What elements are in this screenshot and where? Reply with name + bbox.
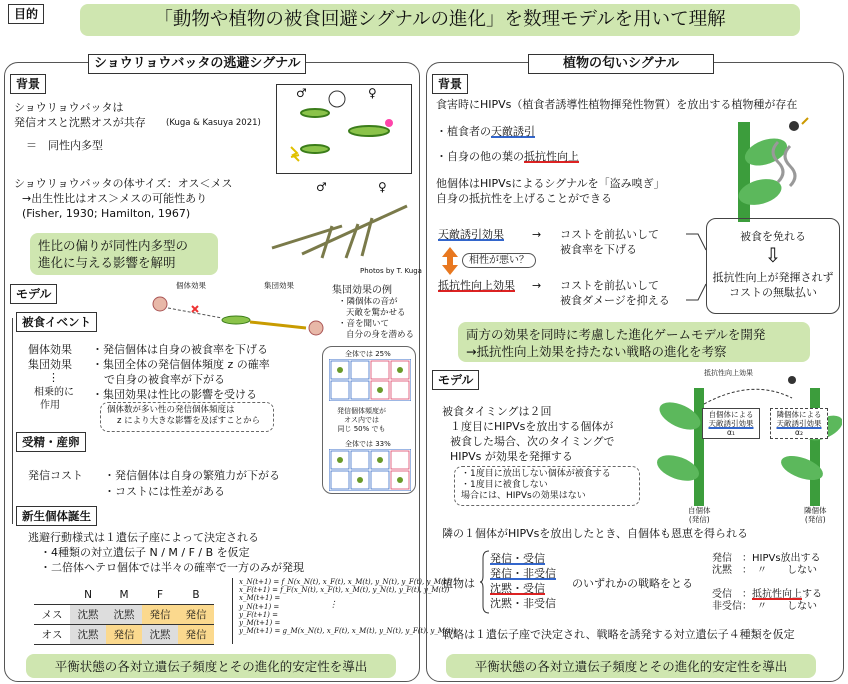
two-plants-icon — [652, 368, 842, 524]
equation-5: y_F(t+1) = — [239, 610, 278, 619]
self-effect-b: 天敵誘引効果 — [708, 419, 754, 428]
group-example-4: 自分の身を潜める — [346, 330, 415, 340]
def-receive-pre: 受信 ： — [712, 589, 752, 600]
equations-block — [232, 578, 457, 644]
effect1-label: 天敵誘引効果 — [438, 228, 504, 241]
pred-bullet2: ・集団全体の発信個体頻度 z の確率 — [92, 358, 270, 371]
model-line3: 被食した場合、次のタイミングで — [450, 435, 615, 448]
fig-plant1-a: 自個体 — [688, 506, 711, 515]
table-cell: 沈黙 — [106, 604, 142, 624]
equation-6: y_M(t+1) = — [239, 619, 281, 628]
table-header: N — [84, 588, 92, 601]
pred-indiv-label: 個体効果 — [28, 343, 72, 356]
mating-bullet1: ・発信個体は自身の繁殖力が下がる — [104, 469, 280, 482]
group-example-1: ・隣個体の音が — [338, 297, 398, 307]
def-receive-post: する — [802, 589, 822, 600]
predation-event-tag: 被食イベント — [16, 312, 97, 332]
strategy-item: 沈黙・受信 — [490, 582, 545, 595]
predator-icon — [146, 290, 326, 336]
fig-plant2-b: (発信) — [804, 515, 826, 524]
pred-note-1: 個体数が多い性の発信個体頻度は — [107, 405, 235, 415]
neighbor-effect-c: α₂ — [795, 428, 803, 437]
model-note-1: ・1度目に放出しない個体が被食する — [461, 469, 611, 479]
left-panel-title: ショウリョウバッタの逃避シグナル — [88, 54, 306, 74]
fig-group-label: 集団効果 — [264, 281, 294, 290]
table-header: F — [156, 588, 164, 601]
pred-note-2: z により大きな影響を及ぼすことから — [117, 416, 261, 426]
fig-top-label: 抵抗性向上効果 — [704, 369, 753, 377]
group-example — [332, 284, 414, 341]
model-note-3: 場合には、HIPVsの効果はない — [461, 491, 586, 501]
left-background-tag: 背景 — [10, 74, 46, 94]
strategy-item: 発信・受信 — [490, 552, 545, 565]
strategy-list — [490, 551, 556, 611]
left-conclusion: 平衡状態の各対立遺伝子頻度とその進化的安定性を導出 — [26, 654, 396, 678]
birth-line3: ・二倍体ヘテロ個体では半々の確率で一方のみが発現 — [40, 561, 304, 574]
photo-female-symbol: ♀ — [378, 180, 387, 194]
male-symbol: ♂ — [296, 86, 307, 100]
result-box — [706, 218, 840, 314]
table-cell: 発信 — [178, 624, 214, 644]
effect2-label: 抵抗性向上効果 — [438, 279, 515, 292]
model-line1: 被食タイミングは２回 — [442, 405, 552, 418]
effect2-desc1: コストを前払いして — [560, 279, 659, 292]
right-bg-bullet1-pre: ・植食者の — [436, 125, 491, 138]
table-row-label: オス — [41, 628, 63, 641]
pred-bullet2b: で自身の被食率が下がる — [104, 373, 225, 386]
pred-bullet1: ・発信個体は自身の被食率を下げる — [92, 343, 268, 356]
strategy-brace-icon — [480, 550, 490, 614]
grasshopper-photo — [262, 176, 412, 266]
effect1-desc2: 被食率を下げる — [560, 243, 637, 256]
fig-plant1 — [688, 506, 711, 524]
model-line6: 戦略は１遺伝子座で決定され、戦略を誘発する対立遺伝子４種類を仮定 — [442, 628, 795, 641]
equation-2: x_F(t+1) = f_F(x_N(t), x_F(t), x_M(t), y_N(t), y_F(t), y_M(t)) — [239, 586, 450, 595]
grid-mid-label-c: 同じ 50% でも — [337, 425, 386, 433]
grid-bottom-icon — [329, 449, 411, 491]
effect1-desc1: コストを前払いして — [560, 228, 659, 241]
self-effect-a: 自個体による — [708, 410, 754, 419]
def-nonreceive: 非受信： 〃 しない — [712, 601, 817, 612]
result-line1: 被食を免れる — [740, 230, 806, 243]
grid-mid-label-b: オス内では — [344, 416, 379, 424]
result-line2: 抵抗性向上が発揮されず — [712, 271, 834, 284]
main-title: 「動物や植物の被食回避シグナルの進化」を数理モデルを用いて理解 — [80, 4, 800, 36]
fig-plant2-a: 隣個体 — [804, 506, 827, 515]
fig-plant2 — [804, 506, 827, 524]
purpose-tag: 目的 — [8, 4, 44, 24]
group-example-title: 集団効果の例 — [332, 285, 392, 296]
photo-credit: Photos by T. Kuga — [360, 267, 422, 275]
right-bg-line4: 他個体はHIPVsによるシグナルを「盗み嗅ぎ」 — [436, 177, 665, 190]
right-bg-bullet2-ul: 抵抗性向上 — [524, 150, 579, 163]
grid-label-33: 全体では 33% — [345, 440, 391, 448]
right-bg-bullet2 — [436, 149, 579, 164]
right-bg-bullet1 — [436, 124, 535, 139]
table-row-label: メス — [41, 608, 63, 621]
fig-indiv-label: 個体効果 — [176, 281, 206, 290]
result-line3: コストの無駄払い — [729, 286, 817, 299]
table-cell: 沈黙 — [70, 604, 106, 624]
neighbor-effect-b: 天敵誘引効果 — [776, 419, 822, 428]
effect2-arrow: → — [532, 279, 542, 292]
birth-tag: 新生個体誕生 — [16, 506, 97, 526]
right-background-tag: 背景 — [432, 74, 468, 94]
self-effect-c: α₁ — [727, 428, 735, 437]
model-note-box — [454, 466, 640, 506]
equation-7: y_M(t+1) = g_M(x_N(t), x_F(t), x_M(t), y_N(t), y_F(t), y_M(t)) — [239, 627, 457, 636]
equation-3: x_M(t+1) = — [239, 594, 281, 603]
grid-top-icon — [329, 359, 411, 401]
left-goal-box — [30, 233, 218, 275]
birth-line2: ・4種類の対立遺伝子 N / M / F / B を仮定 — [40, 546, 250, 559]
model-note-2: ・1度目に被食しない — [461, 480, 548, 490]
grid-label-25: 全体では 25% — [345, 350, 391, 358]
equation-dots: ⋮ — [329, 600, 338, 610]
strategy-suffix: のいずれかの戦略をとる — [572, 577, 693, 590]
result-arrow-icon: ⇩ — [764, 243, 782, 267]
right-panel-title: 植物の匂いシグナル — [528, 54, 714, 74]
left-model-tag: モデル — [10, 284, 57, 304]
left-goal-line1: 性比の偏りが同性内多型の — [38, 238, 189, 253]
pred-bullet3: ・集団効果は性比の影響を受ける — [92, 388, 257, 401]
pred-group-label: 集団効果 — [28, 358, 72, 371]
def-signal: 発信 ：HIPVs放出する — [712, 553, 821, 564]
left-bg-line3: ＝ 同性内多型 — [26, 139, 103, 152]
pred-relation-2: 作用 — [40, 400, 60, 411]
grid-mid-label — [337, 407, 386, 434]
table-header — [34, 586, 70, 604]
right-goal-line1: 両方の効果を同時に考慮した進化ゲームモデルを開発 — [466, 327, 766, 342]
female-symbol: ♀ — [368, 86, 377, 100]
group-example-3: ・音を聞いて — [338, 319, 390, 329]
right-bg-line1: 食害時にHIPVs（植食者誘導性植物揮発性物質）を放出する植物種が存在 — [436, 98, 798, 111]
right-bg-bullet2-pre: ・自身の他の葉の — [436, 150, 524, 163]
right-goal-box — [458, 322, 810, 362]
effect2-desc2: 被食ダメージを抑える — [560, 294, 670, 307]
left-bg-line2: 発信オスと沈黙オスが共存 — [14, 116, 146, 129]
plant-icon — [716, 112, 826, 222]
strategy-item: 沈黙・非受信 — [490, 597, 556, 610]
def-silent: 沈黙 ： 〃 しない — [712, 565, 817, 576]
size-line3: (Fisher, 1930; Hamilton, 1967) — [22, 207, 191, 220]
group-example-2: 天敵を驚かせる — [346, 308, 406, 318]
equation-4: y_N(t+1) = — [239, 602, 280, 611]
equation-1: x_N(t+1) = f_N(x_N(t), x_F(t), x_M(t), y_N(t), y_F(t), y_M(t)) — [239, 578, 453, 586]
size-line2: →出生性比はオス＞メスの可能性あり — [22, 192, 208, 205]
strategy-item: 発信・非受信 — [490, 567, 556, 580]
left-bg-line1: ショウリョウバッタは — [14, 101, 124, 114]
compatibility-bubble: 相性が悪い？ — [462, 253, 536, 268]
photo-male-symbol: ♂ — [316, 180, 327, 194]
table-cell: 沈黙 — [70, 624, 106, 644]
bracket-arrow-icon — [686, 222, 708, 312]
model-line2: １度目にHIPVsを放出する個体が — [450, 420, 614, 433]
right-bg-bullet1-ul: 天敵誘引 — [491, 125, 535, 138]
table-cell: 発信 — [142, 604, 178, 624]
def-receive-ul: 抵抗性向上 — [752, 589, 802, 600]
pred-note-box — [100, 402, 274, 432]
grid-mid-label-a: 発信個体頻度が — [337, 407, 386, 415]
pred-dots: ⋮ — [48, 371, 59, 384]
updown-arrow-icon — [442, 247, 458, 275]
strategy-label: 植物は — [442, 577, 475, 590]
mating-bullet2: ・コストには性差がある — [104, 485, 225, 498]
neighbor-effect-box — [770, 408, 828, 439]
model-line4: HIPVs が効果を発揮する — [450, 450, 573, 463]
neighbor-effect-a: 隣個体による — [776, 410, 822, 419]
size-line1: ショウリョウバッタの体サイズ：オス＜メス — [14, 177, 233, 190]
fig-plant1-b: (発信) — [688, 515, 710, 524]
right-goal-line2: →抵抗性向上効果を持たない戦略の進化を考察 — [466, 344, 727, 359]
effect1-arrow: → — [532, 228, 542, 241]
self-effect-box — [702, 408, 760, 439]
left-bg-citation: (Kuga & Kasuya 2021) — [166, 118, 261, 128]
frequency-grids — [322, 346, 416, 494]
model-figure — [652, 368, 842, 524]
grasshopper-photo-icon — [262, 176, 412, 266]
left-goal-line2: 進化に与える影響を解明 — [38, 255, 176, 270]
table-cell: 発信 — [178, 604, 214, 624]
allele-table — [34, 586, 214, 645]
effect-illustration — [146, 280, 326, 336]
model-line5: 隣の１個体がHIPVsを放出したとき、自個体も恩恵を得られる — [442, 527, 748, 540]
right-model-tag: モデル — [432, 370, 479, 390]
mating-tag: 受精・産卵 — [16, 432, 86, 452]
right-conclusion: 平衡状態の各対立遺伝子頻度とその進化的安定性を導出 — [446, 654, 816, 678]
mating-cost-label: 発信コスト — [28, 469, 83, 482]
right-bg-line5: 自身の抵抗性を上げることができる — [436, 192, 612, 205]
table-header: M — [119, 588, 129, 601]
birth-line1: 逃避行動様式は１遺伝子座によって決定される — [28, 531, 259, 544]
table-header: B — [192, 588, 200, 601]
pred-relation-1: 相乗的に — [34, 387, 74, 398]
table-cell: 沈黙 — [142, 624, 178, 644]
table-cell: 発信 — [106, 624, 142, 644]
model-flow-line — [12, 318, 13, 524]
